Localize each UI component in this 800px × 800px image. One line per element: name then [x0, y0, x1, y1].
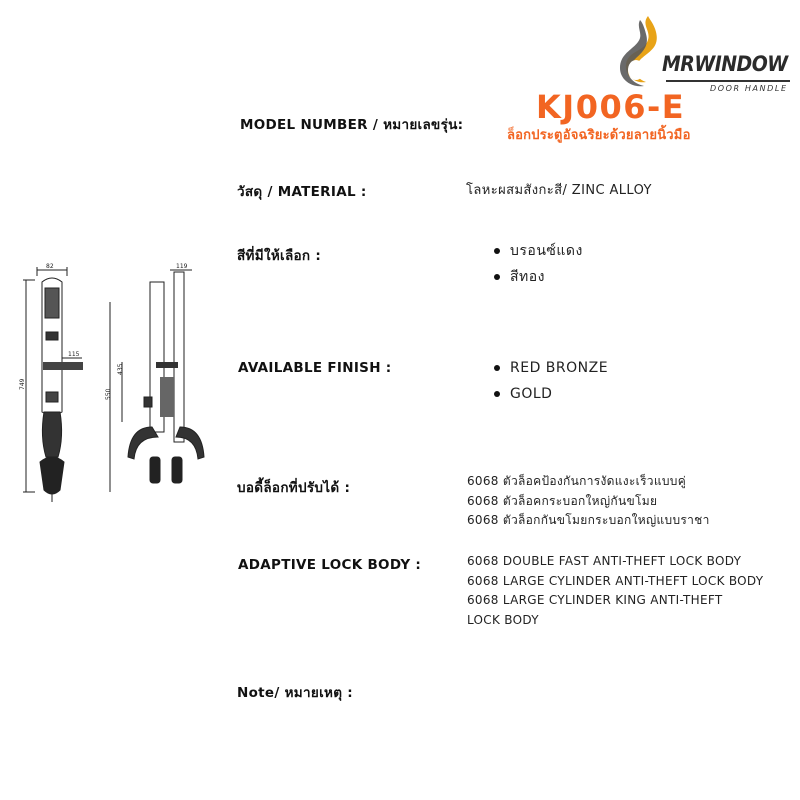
list-item: 6068 ตัวล็อคกระบอกใหญ่กันขโมย	[467, 493, 658, 508]
list-item: RED BRONZE	[492, 355, 608, 381]
list-item: บรอนซ์แดง	[492, 238, 583, 264]
lockbody-th-label: บอดี้ล็อกที่ปรับได้ :	[237, 480, 351, 496]
logo-divider	[666, 80, 790, 82]
bullet-icon	[494, 365, 500, 371]
bullet-icon	[494, 248, 500, 254]
logo-name: MRWINDOW	[662, 52, 788, 76]
finish-label: AVAILABLE FINISH :	[238, 360, 392, 376]
lockbody-en-list	[467, 552, 763, 630]
colors-label: สีที่มีให้เลือก :	[237, 248, 322, 264]
list-item: 6068 DOUBLE FAST ANTI-THEFT LOCK BODY	[467, 554, 742, 568]
list-item: 6068 ตัวล็อกกันขโมยกระบอกใหญ่แบบราชา	[467, 513, 710, 527]
dim-label: 550	[105, 388, 112, 400]
material-label: วัสดุ / MATERIAL :	[237, 184, 367, 200]
colors-list	[492, 238, 583, 290]
dim-label: 82	[46, 263, 54, 270]
list-item: 6068 ตัวล็อคป้องกันการงัดแงะเร็วแบบคู่	[467, 474, 687, 488]
model-subtitle: ล็อกประตูอัจฉริยะด้วยลายนิ้วมือ	[507, 128, 691, 143]
list-item: 6068 LARGE CYLINDER KING ANTI-THEFT	[467, 593, 723, 607]
dim-label: 119	[176, 263, 188, 270]
bullet-icon	[494, 274, 500, 280]
front-view	[19, 263, 83, 502]
logo-tagline: DOOR HANDLE	[710, 84, 788, 93]
bullet-icon	[494, 391, 500, 397]
model-number-label: MODEL NUMBER / หมายเลขรุ่น:	[240, 117, 464, 133]
model-number: KJ006-E	[536, 88, 686, 126]
side-view	[105, 263, 204, 492]
lockbody-en-label: ADAPTIVE LOCK BODY :	[238, 557, 422, 573]
list-item: สีทอง	[492, 264, 583, 290]
note-label: Note/ หมายเหตุ :	[237, 685, 353, 701]
list-item: 6068 LARGE CYLINDER ANTI-THEFT LOCK BODY	[467, 573, 764, 588]
lockbody-th-list	[467, 472, 710, 531]
handle-technical-drawing	[10, 262, 210, 522]
list-item: GOLD	[492, 381, 608, 407]
list-item: LOCK BODY	[467, 612, 539, 627]
material-value: โลหะผสมสังกะสี/ ZINC ALLOY	[466, 183, 652, 198]
finish-list	[492, 355, 608, 407]
dim-label: 115	[68, 351, 80, 358]
dim-label: 749	[19, 378, 26, 390]
dim-label: 435	[117, 363, 124, 375]
